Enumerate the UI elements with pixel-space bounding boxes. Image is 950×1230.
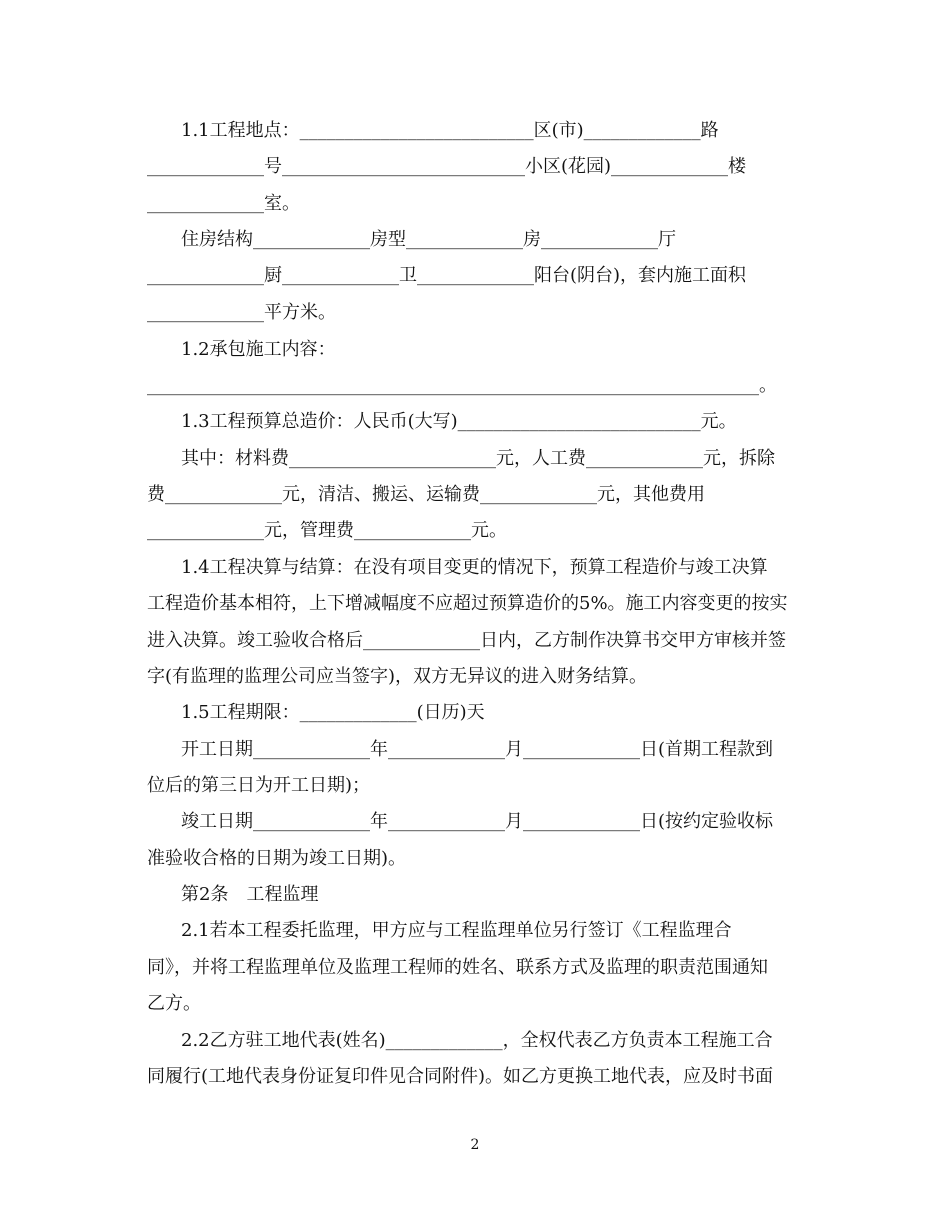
text-line: 字(有监理的监理公司应当签字)，双方无异议的进入财务结算。 [147, 666, 648, 687]
text-line: _____________室。 [147, 193, 300, 214]
text-line: 1.2承包施工内容： [181, 339, 336, 360]
text-line: 住房结构_____________房型_____________房_____________厅 [181, 229, 676, 250]
text-line: 同履行(工地代表身份证复印件见合同附件)。如乙方更换工地代表，应及时书面 [147, 1066, 774, 1087]
text-line: 进入决算。竣工验收合格后_____________日内，乙方制作决算书交甲方审核并签 [147, 630, 786, 651]
text-line: 2.2乙方驻工地代表(姓名)_____________，全权代表乙方负责本工程施工合 [181, 1030, 773, 1051]
text-line: 1.5工程期限：_____________(日历)天 [181, 702, 485, 723]
text-line: _____________厨_____________卫_____________阳台(阴台)，套内施工面积 [147, 265, 747, 286]
text-line: 工程造价基本相符，上下增减幅度不应超过预算造价的5%。施工内容变更的按实 [147, 593, 788, 614]
text-line: 开工日期_____________年_____________月_____________日(首期工程款到 [181, 739, 774, 760]
text-line: 费_____________元，清洁、搬运、运输费_____________元，其他费用 [147, 484, 705, 505]
text-line: ____________________________________________________________________。 [147, 375, 777, 396]
text-line: 乙方。 [147, 993, 201, 1014]
text-line: 准验收合格的日期为竣工日期)。 [147, 848, 407, 869]
text-line: 同》，并将工程监理单位及监理工程师的姓名、联系方式及监理的职责范围通知 [147, 957, 768, 978]
page-number: 2 [470, 1137, 480, 1153]
text-line: _____________平方米。 [147, 302, 336, 323]
text-line: 1.1工程地点：__________________________区(市)_____________路 [181, 120, 719, 141]
section-heading: 第2条 工程监理 [181, 884, 319, 905]
text-line: 2.1若本工程委托监理，甲方应与工程监理单位另行签订《工程监理合 [181, 920, 732, 941]
text-line: 竣工日期_____________年_____________月_____________日(按约定验收标 [181, 811, 774, 832]
text-line: _____________元，管理费_____________元。 [147, 520, 507, 541]
text-line: 位后的第三日为开工日期)； [147, 775, 371, 796]
text-line: _____________号___________________________小区(花园)_____________楼 [147, 156, 747, 177]
text-line: 1.4工程决算与结算：在没有项目变更的情况下，预算工程造价与竣工决算 [181, 557, 768, 578]
text-line: 1.3工程预算总造价：人民币(大写)___________________________元。 [181, 411, 737, 432]
text-line: 其中：材料费_______________________元，人工费_____________元，拆除 [181, 448, 775, 469]
